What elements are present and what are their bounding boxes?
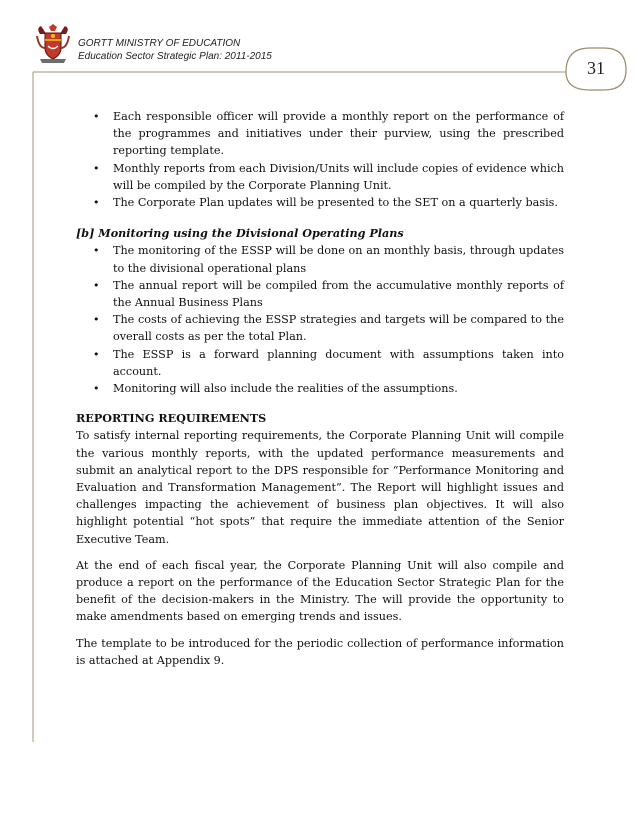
section-heading-reporting: REPORTING REQUIREMENTS (76, 411, 267, 426)
list-item: • The ESSP is a forward planning document with assumptions taken into account. (76, 346, 564, 380)
paragraph: To satisfy internal reporting requirements, the Corporate Planning Unit will compile the various monthly reports, with the updated performance measurements and submit an analytical report to the DPS responsible for “Performance Monitoring and Evaluation and Transformation Management”. The Report will highlight issues and challenges impacting the achievement of business plan objectives. It will also highlight potential “hot spots” that require the immediate attention of the Senior Executive Team. (76, 429, 564, 546)
list-item: • Monthly reports from each Division/Units will include copies of evidence which will be compiled by the Corporate Planning Unit. (76, 160, 564, 194)
monitoring-bullet-list (76, 108, 564, 211)
paragraph: The template to be introduced for the periodic collection of performance information is attached at Appendix 9. (76, 636, 564, 667)
coat-of-arms-logo (34, 24, 72, 64)
page-number: 31 (587, 58, 605, 78)
list-item: • The annual report will be compiled from the accumulative monthly reports of the Annual Business Plans (76, 277, 564, 311)
body-content (76, 108, 564, 678)
list-item: • The monitoring of the ESSP will be done on an monthly basis, through updates to the divisional operational plans (76, 242, 564, 276)
list-item: • The costs of achieving the ESSP strategies and targets will be compared to the overall costs as per the total Plan. (76, 311, 564, 345)
list-item: • The Corporate Plan updates will be presented to the SET on a quarterly basis. (76, 194, 564, 211)
list-item: • Each responsible officer will provide a monthly report on the performance of the programmes and initiatives under their purview, using the prescribed reporting template. (76, 108, 564, 160)
running-header (78, 37, 272, 63)
header-org: GORTT MINISTRY OF EDUCATION (78, 38, 241, 49)
header-doc-title: Education Sector Strategic Plan: 2011-2015 (78, 51, 272, 62)
list-item: • Monitoring will also include the realities of the assumptions. (76, 380, 564, 397)
paragraph: At the end of each fiscal year, the Corporate Planning Unit will also compile and produce a report on the performance of the Education Sector Strategic Plan for the benefit of the decision-makers in the Ministry. The will provide the opportunity to make amendments based on emerging trends and issues. (76, 558, 564, 624)
divisional-plans-bullet-list (76, 242, 564, 397)
subheading-divisional-plans: [b] Monitoring using the Divisional Operating Plans (76, 226, 404, 241)
